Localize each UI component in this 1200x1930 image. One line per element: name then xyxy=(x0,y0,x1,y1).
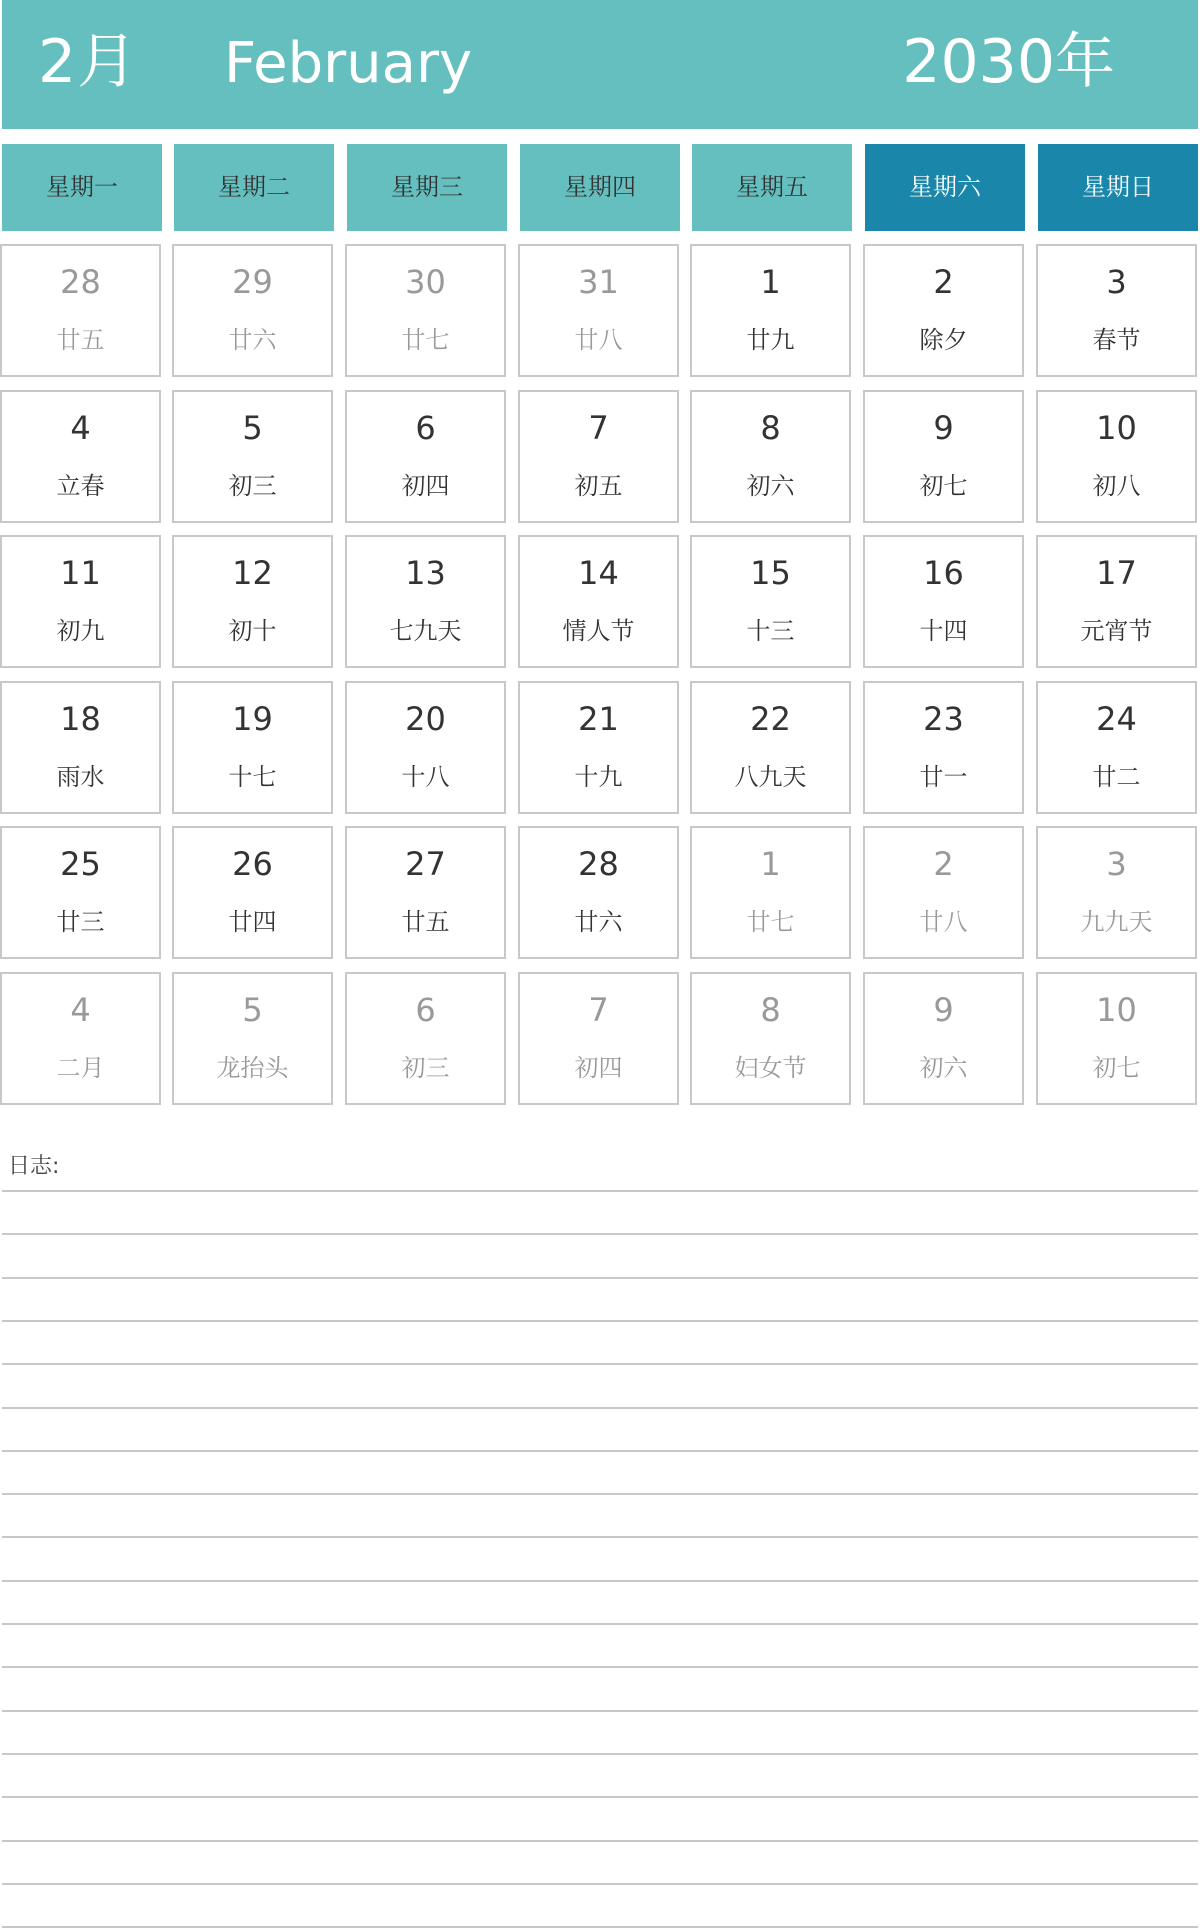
lunar-date: 廿三 xyxy=(56,908,105,936)
lunar-date: 初四 xyxy=(401,472,450,500)
lunar-date: 廿九 xyxy=(746,326,795,354)
day-number: 5 xyxy=(242,991,263,1029)
day-number: 30 xyxy=(405,263,446,301)
lunar-date: 廿六 xyxy=(228,326,277,354)
day-number: 6 xyxy=(415,991,436,1029)
lunar-date: 初七 xyxy=(1092,1054,1141,1082)
note-line[interactable] xyxy=(2,1883,1198,1885)
day-number: 11 xyxy=(60,554,101,592)
day-number: 10 xyxy=(1096,991,1137,1029)
weekday-header-row xyxy=(0,144,1200,231)
day-number: 5 xyxy=(242,409,263,447)
day-number: 3 xyxy=(1106,845,1127,883)
day-number: 28 xyxy=(60,263,101,301)
day-number: 25 xyxy=(60,845,101,883)
day-number: 13 xyxy=(405,554,446,592)
note-line[interactable] xyxy=(2,1407,1198,1409)
lunar-date: 元宵节 xyxy=(1080,617,1153,645)
note-line[interactable] xyxy=(2,1363,1198,1365)
lunar-date: 廿一 xyxy=(919,763,968,791)
lunar-date: 初七 xyxy=(919,472,968,500)
weekday-fri: 星期五 xyxy=(692,144,852,231)
day-number: 2 xyxy=(933,263,954,301)
lunar-date: 廿五 xyxy=(401,908,450,936)
day-cell[interactable] xyxy=(518,972,679,1105)
day-number: 1 xyxy=(760,845,781,883)
lunar-date: 十九 xyxy=(574,763,623,791)
day-number: 20 xyxy=(405,700,446,738)
day-cell[interactable] xyxy=(0,535,161,668)
note-line[interactable] xyxy=(2,1233,1198,1235)
lunar-date: 九九天 xyxy=(1080,908,1153,936)
day-cell[interactable] xyxy=(172,681,333,814)
day-number: 9 xyxy=(933,409,954,447)
lunar-date: 十七 xyxy=(228,763,277,791)
lunar-date: 春节 xyxy=(1092,326,1141,354)
lunar-date: 初四 xyxy=(574,1054,623,1082)
day-cell[interactable] xyxy=(0,826,161,959)
lunar-date: 十四 xyxy=(919,617,968,645)
note-line[interactable] xyxy=(2,1926,1198,1928)
day-cell[interactable] xyxy=(863,681,1024,814)
day-cell[interactable] xyxy=(690,826,851,959)
day-cell[interactable] xyxy=(863,535,1024,668)
note-line[interactable] xyxy=(2,1753,1198,1755)
day-cell[interactable] xyxy=(345,826,506,959)
lunar-date: 十八 xyxy=(401,763,450,791)
lunar-date: 廿七 xyxy=(401,326,450,354)
notes-section xyxy=(0,1148,1200,1930)
note-line[interactable] xyxy=(2,1666,1198,1668)
day-number: 8 xyxy=(760,409,781,447)
lunar-date: 初三 xyxy=(228,472,277,500)
day-number: 10 xyxy=(1096,409,1137,447)
day-cell[interactable] xyxy=(172,535,333,668)
year-label: 2030年 xyxy=(902,27,1115,97)
lunar-date: 廿七 xyxy=(746,908,795,936)
day-cell[interactable] xyxy=(518,390,679,523)
day-cell[interactable] xyxy=(1036,535,1197,668)
day-number: 29 xyxy=(232,263,273,301)
day-cell[interactable] xyxy=(863,244,1024,377)
day-cell[interactable] xyxy=(863,972,1024,1105)
lunar-date: 初三 xyxy=(401,1054,450,1082)
day-cell[interactable] xyxy=(172,244,333,377)
day-number: 7 xyxy=(588,409,609,447)
lunar-date: 妇女节 xyxy=(734,1054,807,1082)
day-cell[interactable] xyxy=(345,390,506,523)
day-number: 6 xyxy=(415,409,436,447)
day-cell[interactable] xyxy=(518,681,679,814)
day-cell[interactable] xyxy=(518,535,679,668)
day-number: 22 xyxy=(750,700,791,738)
month-number: 2月 xyxy=(38,27,139,97)
day-number: 14 xyxy=(578,554,619,592)
note-line[interactable] xyxy=(2,1277,1198,1279)
weekday-wed: 星期三 xyxy=(347,144,507,231)
day-cell[interactable] xyxy=(1036,681,1197,814)
day-number: 8 xyxy=(760,991,781,1029)
lunar-date: 廿六 xyxy=(574,908,623,936)
note-line[interactable] xyxy=(2,1840,1198,1842)
day-number: 27 xyxy=(405,845,446,883)
lunar-date: 初九 xyxy=(56,617,105,645)
day-cell[interactable] xyxy=(690,390,851,523)
day-cell[interactable] xyxy=(1036,390,1197,523)
note-line[interactable] xyxy=(2,1796,1198,1798)
day-cell[interactable] xyxy=(1036,244,1197,377)
lunar-date: 除夕 xyxy=(919,326,968,354)
lunar-date: 龙抬头 xyxy=(216,1054,289,1082)
weekday-tue: 星期二 xyxy=(174,144,334,231)
day-number: 7 xyxy=(588,991,609,1029)
day-cell[interactable] xyxy=(345,681,506,814)
lunar-date: 廿八 xyxy=(919,908,968,936)
note-line[interactable] xyxy=(2,1320,1198,1322)
day-cell[interactable] xyxy=(863,390,1024,523)
lunar-date: 十三 xyxy=(746,617,795,645)
lunar-date: 初八 xyxy=(1092,472,1141,500)
day-cell[interactable] xyxy=(518,826,679,959)
day-cell[interactable] xyxy=(0,244,161,377)
day-number: 17 xyxy=(1096,554,1137,592)
lunar-date: 雨水 xyxy=(56,763,105,791)
day-cell[interactable] xyxy=(172,972,333,1105)
lunar-date: 初六 xyxy=(919,1054,968,1082)
weekday-thu: 星期四 xyxy=(520,144,680,231)
notes-label: 日志: xyxy=(8,1154,60,1179)
lunar-date: 廿四 xyxy=(228,908,277,936)
note-line[interactable] xyxy=(2,1710,1198,1712)
month-name: February xyxy=(224,31,473,96)
day-cell[interactable] xyxy=(1036,826,1197,959)
day-cell[interactable] xyxy=(690,535,851,668)
day-number: 18 xyxy=(60,700,101,738)
day-number: 31 xyxy=(578,263,619,301)
day-cell[interactable] xyxy=(345,244,506,377)
day-cell[interactable] xyxy=(863,826,1024,959)
day-cell[interactable] xyxy=(518,244,679,377)
lunar-date: 廿五 xyxy=(56,326,105,354)
lunar-date: 七九天 xyxy=(389,617,462,645)
weekday-sat: 星期六 xyxy=(865,144,1025,231)
day-cell[interactable] xyxy=(172,826,333,959)
note-line[interactable] xyxy=(2,1536,1198,1538)
day-cell[interactable] xyxy=(690,972,851,1105)
day-number: 3 xyxy=(1106,263,1127,301)
day-number: 15 xyxy=(750,554,791,592)
day-cell[interactable] xyxy=(0,972,161,1105)
day-number: 21 xyxy=(578,700,619,738)
lunar-date: 初十 xyxy=(228,617,277,645)
day-cell[interactable] xyxy=(690,244,851,377)
day-cell[interactable] xyxy=(345,535,506,668)
day-number: 12 xyxy=(232,554,273,592)
day-number: 23 xyxy=(923,700,964,738)
day-number: 1 xyxy=(760,263,781,301)
day-cell[interactable] xyxy=(0,681,161,814)
day-number: 19 xyxy=(232,700,273,738)
lunar-date: 立春 xyxy=(56,472,105,500)
month-header xyxy=(2,0,1198,129)
day-number: 28 xyxy=(578,845,619,883)
calendar-grid xyxy=(0,244,1200,1108)
day-cell[interactable] xyxy=(345,972,506,1105)
note-line[interactable] xyxy=(2,1450,1198,1452)
day-number: 9 xyxy=(933,991,954,1029)
lunar-date: 初六 xyxy=(746,472,795,500)
day-number: 16 xyxy=(923,554,964,592)
day-cell[interactable] xyxy=(0,390,161,523)
day-cell[interactable] xyxy=(1036,972,1197,1105)
lunar-date: 廿二 xyxy=(1092,763,1141,791)
lunar-date: 初五 xyxy=(574,472,623,500)
weekday-sun: 星期日 xyxy=(1038,144,1198,231)
note-line[interactable] xyxy=(2,1493,1198,1495)
lunar-date: 情人节 xyxy=(562,617,635,645)
lunar-date: 八九天 xyxy=(734,763,807,791)
weekday-mon: 星期一 xyxy=(2,144,162,231)
day-cell[interactable] xyxy=(172,390,333,523)
day-number: 24 xyxy=(1096,700,1137,738)
note-line[interactable] xyxy=(2,1190,1198,1192)
lunar-date: 廿八 xyxy=(574,326,623,354)
day-number: 2 xyxy=(933,845,954,883)
day-number: 4 xyxy=(70,409,91,447)
note-line[interactable] xyxy=(2,1580,1198,1582)
note-line[interactable] xyxy=(2,1623,1198,1625)
lunar-date: 二月 xyxy=(56,1054,105,1082)
day-cell[interactable] xyxy=(690,681,851,814)
day-number: 4 xyxy=(70,991,91,1029)
day-number: 26 xyxy=(232,845,273,883)
